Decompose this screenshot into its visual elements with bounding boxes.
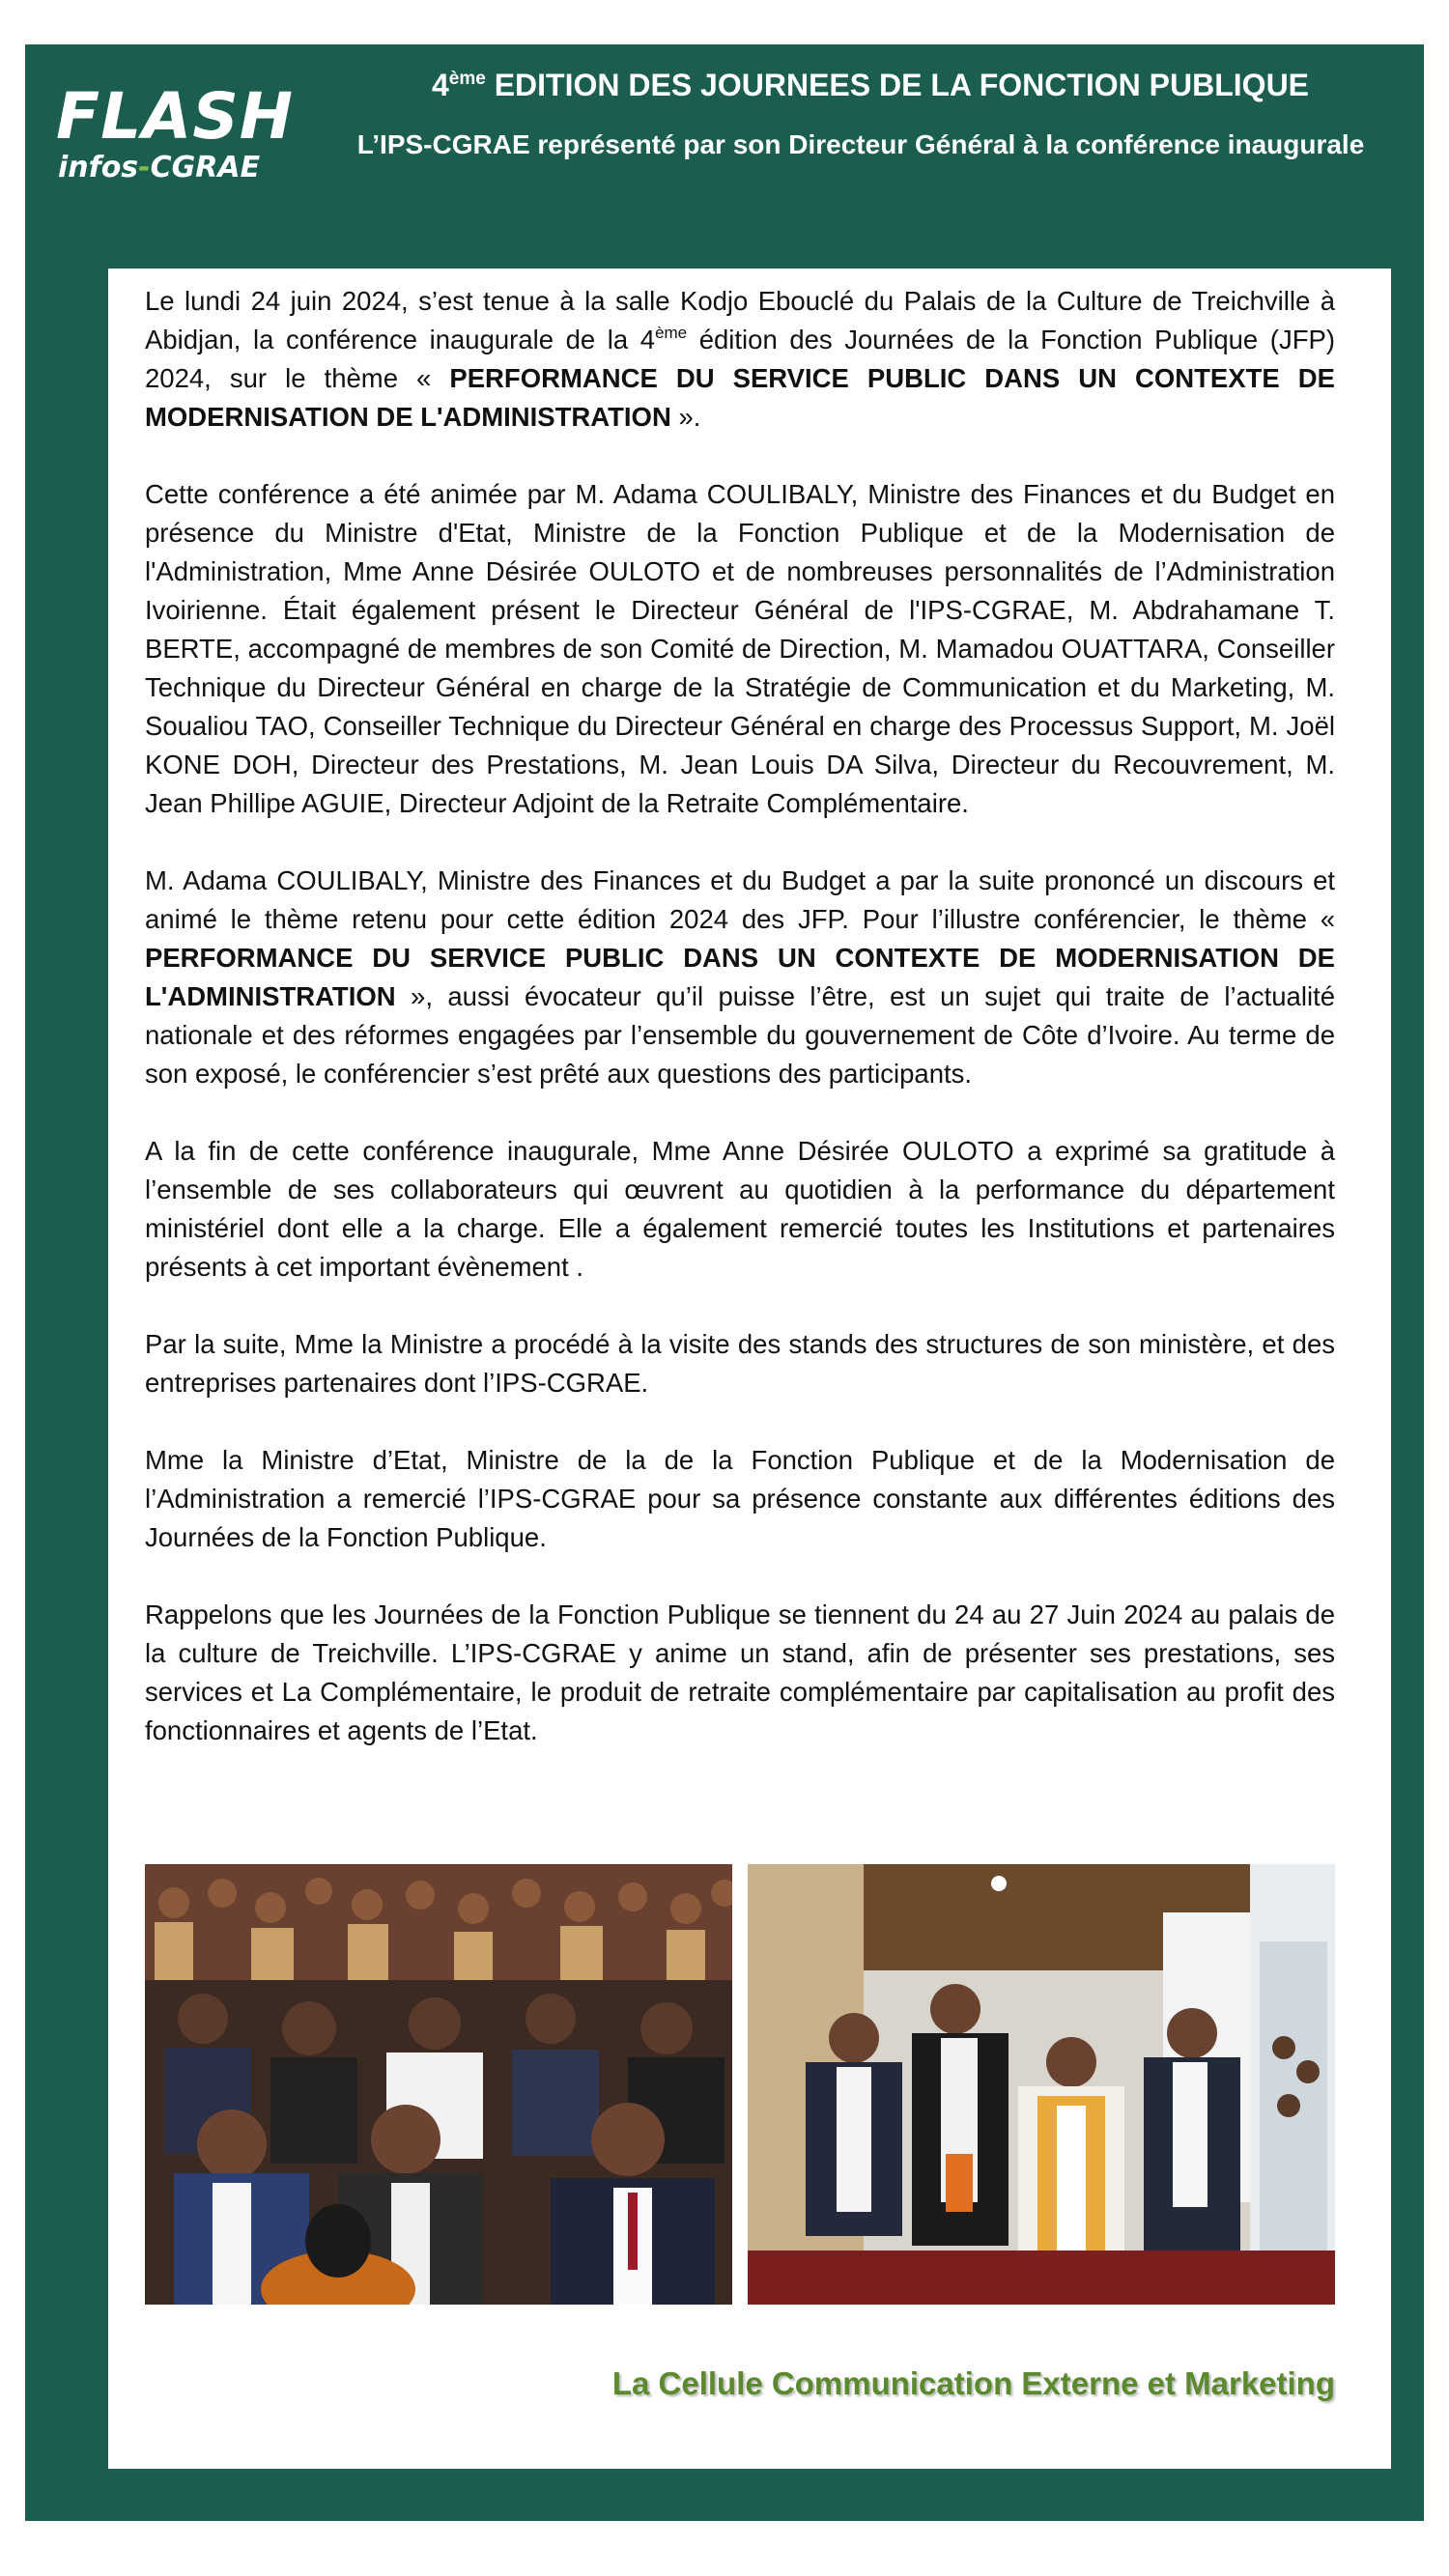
signature: La Cellule Communication Externe et Marketing xyxy=(611,2365,1335,2401)
paragraph-4: A la fin de cette conférence inaugurale, Mme Anne Désirée OULOTO a exprimé sa gratitude à l’ensemble de ses collaborateurs qui œuvrent au quotidien à la performance du département ministériel dont elle a la charge. Elle a également remercié toutes les Institutions et partenaires présents à cet important évènement . xyxy=(145,1136,1335,1282)
page-subtitle: L’IPS-CGRAE représenté par son Directeur Général à la conférence inaugurale xyxy=(356,129,1365,159)
logo-dash: - xyxy=(138,151,151,184)
paragraph-5: Par la suite, Mme la Ministre a procédé à la visite des stands des structures de son ministère, et des entreprises partenaires dont l’IPS-CGRAE. xyxy=(145,1329,1335,1398)
conference-audience-photo xyxy=(145,1864,732,2305)
page-title: 4ème EDITION DES JOURNEES DE LA FONCTION PUBLIQUE xyxy=(431,68,1310,102)
paragraph-2: Cette conférence a été animée par M. Adama COULIBALY, Ministre des Finances et du Budget en présence du Ministre d'Etat, Ministre de la Fonction Publique et de la Modernisation de l'Administration, Mme Anne Désirée OULOTO et de nombreuses personnalités de l’Administration Ivoirienne. Était également présent le Directeur Général de l'IPS-CGRAE, M. Abdrahamane T. BERTE, accompagné de membres de son Comité de Direction, M. Mamadou OUATTARA, Conseiller Technique du Directeur Général en charge de la Stratégie de Communication et du Marketing, M. Soualiou TAO, Conseiller Technique du Directeur Général en charge des Processus Support, M. Joël KONE DOH, Directeur des Prestations, M. Jean Louis DA Silva, Directeur du Recouvrement, M. Jean Phillipe AGUIE, Directeur Adjoint de la Retraite Complémentaire. xyxy=(145,479,1335,818)
paragraph-3: M. Adama COULIBALY, Ministre des Finances et du Budget a par la suite prononcé un discours et animé le thème retenu pour cette édition 2024 des JFP. Pour l’illustre conférencier, le thème « PERFORMANCE DU SERVICE PUBLIC DANS UN CONTEXTE DE MODERNISATION DE L'ADMINISTRATION », aussi évocateur qu’il puisse l’être, est un sujet qui traite de l’actualité nationale et des réformes engagées par l’ensemble du gouvernement de Côte d’Ivoire. Au terme de son exposé, le conférencier s’est prêté aux questions des participants. xyxy=(145,865,1335,1089)
paragraph-7: Rappelons que les Journées de la Fonction Publique se tiennent du 24 au 27 Juin 2024 au palais de la culture de Treichville. L’IPS-CGRAE y anime un stand, afin de présenter ses prestations, ses services et La Complémentaire, le produit de retraite complémentaire par capitalisation au profit des fonctionnaires et agents de l’Etat. xyxy=(145,1599,1335,1745)
paragraph-1: Le lundi 24 juin 2024, s’est tenue à la salle Kodjo Ebouclé du Palais de la Culture de Treichville à Abidjan, la conférence inaugurale de la 4ème édition des Journées de la Fonction Publique (JFP) 2024, sur le thème « PERFORMANCE DU SERVICE PUBLIC DANS UN CONTEXTE DE MODERNISATION DE L'ADMINISTRATION ». xyxy=(145,286,1335,432)
article-panel xyxy=(108,269,1391,2469)
stand-visit-photo xyxy=(748,1864,1335,2305)
theme-text: PERFORMANCE DU SERVICE PUBLIC DANS UN CONTEXTE DE MODERNISATION DE L'ADMINISTRATION xyxy=(145,943,1335,1011)
logo-infos-text: infos xyxy=(58,151,139,184)
page-frame xyxy=(25,44,1424,2521)
theme-text: PERFORMANCE DU SERVICE PUBLIC DANS UN CONTEXTE DE MODERNISATION DE L'ADMINISTRATION xyxy=(145,363,1335,432)
article-body xyxy=(145,282,1335,1789)
logo-cgrae-text: CGRAE xyxy=(150,151,261,184)
logo-subtitle xyxy=(56,151,278,185)
logo-flash-text: FLASH xyxy=(56,79,294,154)
paragraph-6: Mme la Ministre d’Etat, Ministre de la de la Fonction Publique et de la Modernisation de l’Administration a remercié l’IPS-CGRAE pour sa présence constante aux différentes éditions des Journées de la Fonction Publique. xyxy=(145,1445,1335,1552)
flash-infos-cgrae-logo xyxy=(56,79,294,185)
